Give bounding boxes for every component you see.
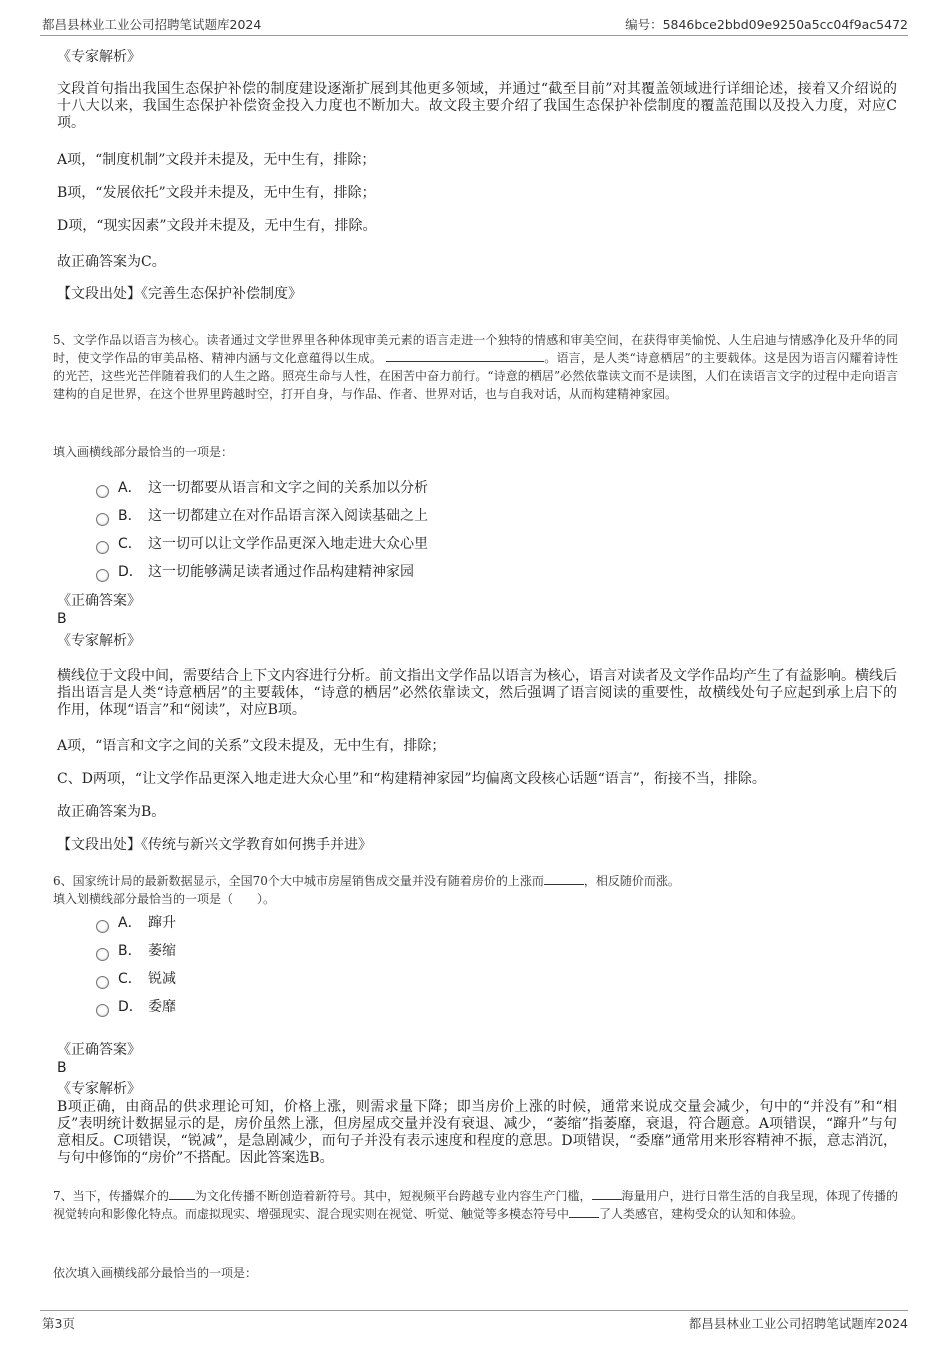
q5-option-b[interactable]: [96, 507, 428, 525]
q7-blank-3: [569, 1206, 599, 1218]
radio-icon[interactable]: [96, 920, 109, 933]
q4-line-d: D项，“现实因素”文段并未提及，无中生有，排除。: [57, 218, 377, 234]
q7-stem-a: 7、当下，传播媒介的: [53, 1189, 169, 1203]
q5-answer: B: [57, 611, 67, 627]
q7-stem-d: 了人类感官，建构受众的认知和体验。: [599, 1207, 804, 1221]
radio-icon[interactable]: [96, 1004, 109, 1017]
q6-analysis-para: B项正确，由商品的供求理论可知，价格上涨，则需求量下降；即当房价上涨的时候，通常来说成交量会减少，句中的“并没有”和“相反”表明统计数据显示的是，房价虽然上涨，但房屋成交量并没有衰退、减少，“萎缩”指萎靡，衰退，符合题意。A项错误，“蹿升”与句意相反。C项错误，“锐减”，是急剧减少，而句子并没有表示速度和程度的意思。D项错误，“委靡”通常用来形容精神不振，意志消沉，与句中修饰的“房价”不搭配。因此答案选B。: [57, 1099, 897, 1166]
option-text: 委靡: [148, 999, 176, 1015]
q6-stem-line2: 填入划横线部分最恰当的一项是（ ）。: [53, 892, 276, 906]
q5-stem: [53, 331, 898, 403]
q7-stem: [53, 1187, 898, 1223]
q6-stem-text: 6、国家统计局的最新数据显示，全国70个大中城市房屋销售成交量并没有随着房价的上涨而: [53, 874, 544, 888]
q6-option-d[interactable]: [96, 998, 176, 1016]
q4-analysis-label: 《专家解析》: [57, 49, 141, 65]
q5-source: 【文段出处】《传统与新兴文学教育如何携手并进》: [57, 837, 372, 853]
q5-prompt: 填入画横线部分最恰当的一项是：: [53, 445, 234, 459]
q6-option-c[interactable]: [96, 970, 176, 988]
q6-analysis-label: 《专家解析》: [57, 1081, 141, 1097]
option-text: 这一切可以让文学作品更深入地走进大众心里: [148, 536, 428, 552]
q4-line-a: A项，“制度机制”文段并未提及，无中生有，排除；: [57, 152, 376, 168]
q4-line-b: B项，“发展依托”文段并未提及，无中生有，排除；: [57, 185, 376, 201]
option-label: C．: [118, 536, 142, 552]
q5-analysis-para: 横线位于文段中间，需要结合上下文内容进行分析。前文指出文学作品以语言为核心，语言对读者及文学作品均产生了有益影响。横线后指出语言是人类“诗意栖居”的主要载体，“诗意的栖居”必然依靠读文，然后强调了语言阅读的重要性，故横线处句子应起到承上启下的作用，体现“语言”和“阅读”，对应B项。: [57, 668, 897, 718]
radio-icon[interactable]: [96, 541, 109, 554]
radio-icon[interactable]: [96, 948, 109, 961]
header-title: 都昌县林业工业公司招聘笔试题库2024: [42, 17, 262, 32]
q6-answer: B: [57, 1060, 67, 1076]
option-label: D．: [118, 564, 143, 580]
option-label: D．: [118, 999, 143, 1015]
q5-option-a[interactable]: [96, 479, 428, 497]
q5-option-c[interactable]: [96, 535, 428, 553]
header-code: 编号：5846bce2bbd09e9250a5cc04f9ac5472: [625, 17, 908, 32]
footer-title: 都昌县林业工业公司招聘笔试题库2024: [688, 1316, 908, 1331]
q5-option-d[interactable]: [96, 563, 414, 581]
q5-stem-part1: 5、文学作品以语言为核心。读者通过文学世界里各种体现审美元素的语言走进一个独特的情感和审美空间，在获得审美愉悦、人生启迪与情感净化及升华的同时，使文学作品的审美品格、精神内涵与文化意蕴得以生成。: [53, 333, 898, 365]
radio-icon[interactable]: [96, 976, 109, 989]
q5-line-cd: C、D两项，“让文学作品更深入地走进大众心里”和“构建精神家园”均偏离文段核心话题“语言”，衔接不当，排除。: [57, 771, 766, 787]
radio-icon[interactable]: [96, 485, 109, 498]
q6-answer-label: 《正确答案》: [57, 1042, 141, 1058]
option-text: 蹿升: [148, 915, 176, 931]
option-label: A．: [118, 480, 142, 496]
option-label: B．: [118, 943, 142, 959]
footer-divider: [40, 1310, 908, 1311]
q4-conclusion: 故正确答案为C。: [57, 254, 166, 270]
header-divider: [40, 35, 908, 36]
q5-analysis-label: 《专家解析》: [57, 633, 141, 649]
q5-blank: [386, 350, 544, 362]
option-text: 萎缩: [148, 943, 176, 959]
footer-page: 第3页: [42, 1316, 75, 1331]
q7-stem-c: 海量用户，进行日常生活的自我呈现，体现了传播的视觉转向和影像化特点。而虚拟现实、增强现实、混合现实则在视觉、听觉、触觉等多模态符号中: [53, 1189, 898, 1221]
q7-blank-1: [169, 1188, 195, 1200]
q4-analysis-para: 文段首句指出我国生态保护补偿的制度建设逐渐扩展到其他更多领域，并通过“截至目前”对其覆盖领域进行详细论述，接着又介绍说的十八大以来，我国生态保护补偿资金投入力度也不断加大。故文段主要介绍了我国生态保护补偿制度的覆盖范围以及投入力度，对应C项。: [57, 81, 897, 131]
option-label: C．: [118, 971, 142, 987]
option-text: 这一切能够满足读者通过作品构建精神家园: [148, 564, 414, 580]
option-text: 锐减: [148, 971, 176, 987]
q5-stem-part2: 。语言，是人类“诗意栖居”的主要载体。这是因为语言闪耀着诗性的光芒，这些光芒伴随着我们的人生之路。照亮生命与人性，在困苦中奋力前行。“诗意的栖居”必然依靠读文而不是读图，人们在读语言文字的过程中走向语言建构的自足世界，在这个世界里跨越时空，打开自身，与作品、作者、世界对话，也与自我对话，从而构建精神家园。: [53, 351, 898, 401]
q7-stem-b: 为文化传播不断创造着新符号。其中，短视频平台跨越专业内容生产门槛，: [194, 1189, 592, 1203]
q7-blank-2: [592, 1188, 622, 1200]
option-label: B．: [118, 508, 142, 524]
option-text: 这一切都要从语言和文字之间的关系加以分析: [148, 480, 428, 496]
q6-option-a[interactable]: [96, 914, 176, 932]
q4-source: 【文段出处】《完善生态保护补偿制度》: [57, 286, 302, 302]
q5-answer-label: 《正确答案》: [57, 593, 141, 609]
radio-icon[interactable]: [96, 569, 109, 582]
q6-stem-line1: [53, 872, 898, 890]
option-label: A．: [118, 915, 142, 931]
q6-stem-end: ，相反随价而涨。: [583, 874, 680, 888]
option-text: 这一切都建立在对作品语言深入阅读基础之上: [148, 508, 428, 524]
q5-conclusion: 故正确答案为B。: [57, 804, 166, 820]
q6-blank: [544, 873, 584, 885]
radio-icon[interactable]: [96, 513, 109, 526]
q7-prompt: 依次填入画横线部分最恰当的一项是：: [53, 1266, 258, 1280]
q5-line-a: A项，“语言和文字之间的关系”文段未提及，无中生有，排除；: [57, 738, 446, 754]
q6-option-b[interactable]: [96, 942, 176, 960]
